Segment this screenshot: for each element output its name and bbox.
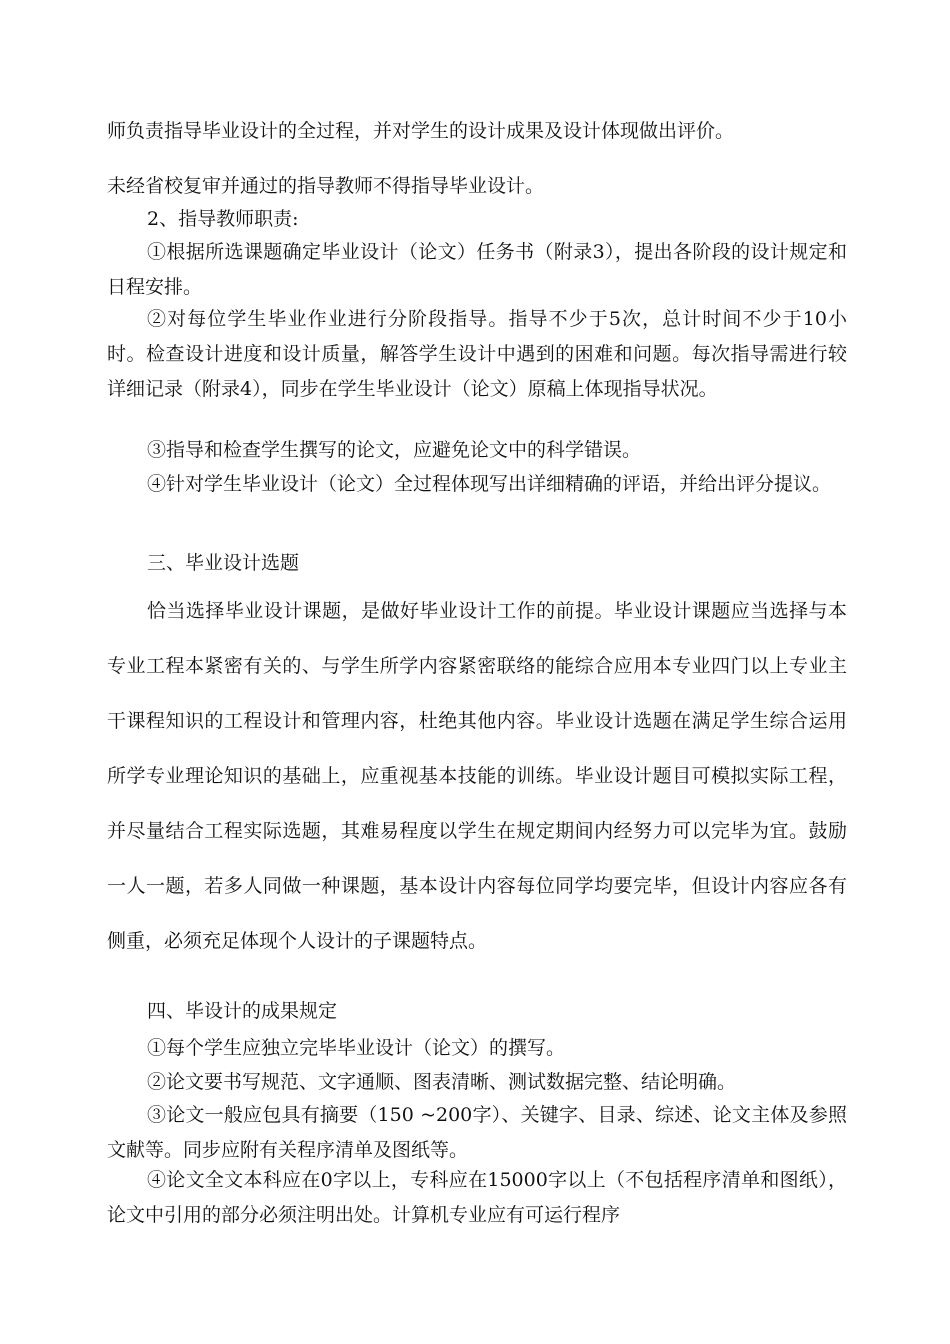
heading-section-3: 三、毕业设计选题 (147, 552, 300, 574)
paragraph-5: ②对每位学生毕业作业进行分阶段指导。指导不少于5次，总计时间不少于10小时。检查设计进度和设计质量，解答学生设计中遇到的困难和问题。每次指导需进行较详细记录（附录4），同步在学生毕业设计（论文）原稿上体现指导状况。 (107, 308, 847, 400)
heading-section-4: 四、毕设计的成果规定 (147, 1000, 338, 1022)
paragraph-3: 2、指导教师职责: (147, 208, 299, 230)
paragraph-10: ②论文要书写规范、文字通顺、图表清晰、测试数据完整、结论明确。 (147, 1071, 737, 1093)
paragraph-12: ④论文全文本科应在0字以上，专科应在15000字以上（不包括程序清单和图纸），论文中引用的部分必须注明出处。计算机专业应有可运行程序 (107, 1169, 847, 1226)
paragraph-11: ③论文一般应包具有摘要（150 ~200字）、关键字、目录、综述、论文主体及参照文献等。同步应附有关程序清单及图纸等。 (107, 1104, 847, 1161)
paragraph-8: 恰当选择毕业设计课题，是做好毕业设计工作的前提。毕业设计课题应当选择与本专业工程本紧密有关的、与学生所学内容紧密联络的能综合应用本专业四门以上专业主干课程知识的工程设计和管理内容，杜绝其他内容。毕业设计选题在满足学生综合运用所学专业理论知识的基础上，应重视基本技能的训练。毕业设计题目可模拟实际工程，并尽量结合工程实际选题，其难易程度以学生在规定期间内经努力可以完毕为宜。鼓励一人一题，若多人同做一种课题，基本设计内容每位同学均要完毕，但设计内容应各有侧重，必须充足体现个人设计的子课题特点。 (107, 600, 847, 952)
paragraph-7: ④针对学生毕业设计（论文）全过程体现写出详细精确的评语，并给出评分提议。 (147, 473, 832, 495)
paragraph-6: ③指导和检查学生撰写的论文，应避免论文中的科学错误。 (147, 439, 642, 461)
paragraph-2: 未经省校复审并通过的指导教师不得指导毕业设计。 (107, 175, 545, 197)
paragraph-1: 师负责指导毕业设计的全过程，并对学生的设计成果及设计体现做出评价。 (107, 120, 735, 142)
paragraph-4: ①根据所选课题确定毕业设计（论文）任务书（附录3），提出各阶段的设计规定和日程安排。 (107, 241, 847, 298)
paragraph-9: ①每个学生应独立完毕毕业设计（论文）的撰写。 (147, 1037, 566, 1059)
